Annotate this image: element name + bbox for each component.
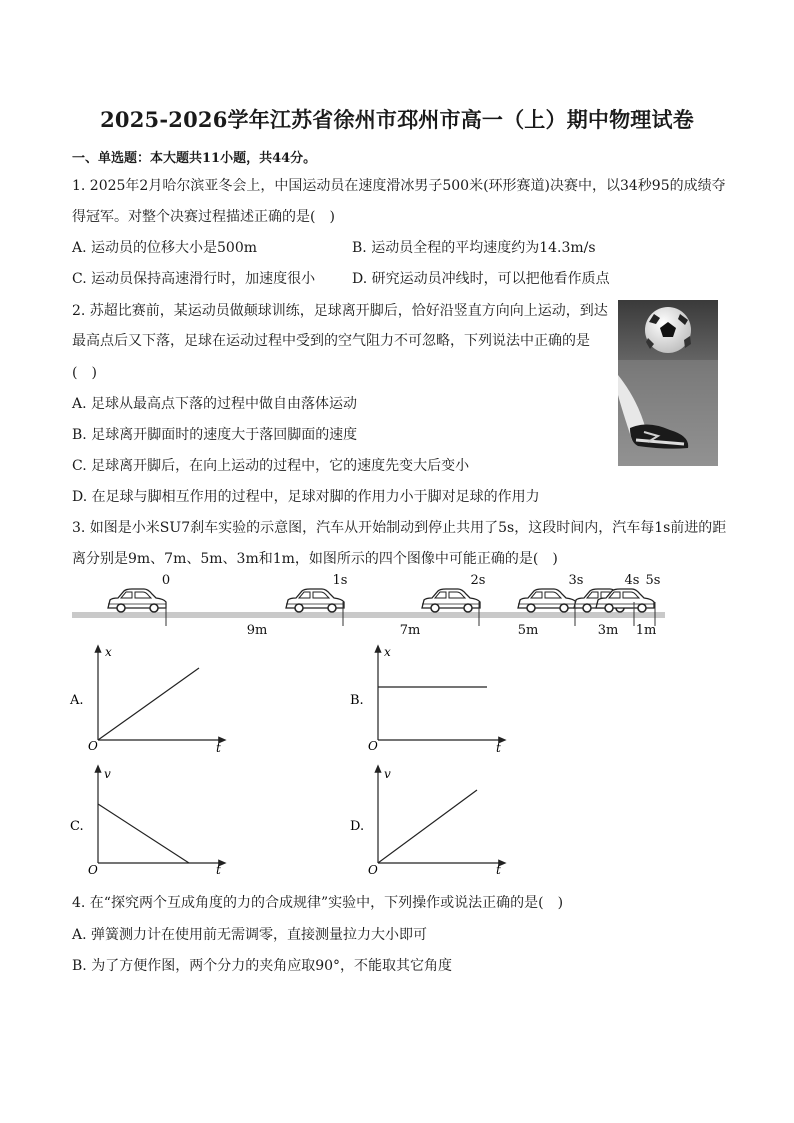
q1-stem-line2: 得冠军。对整个决赛过程描述正确的是( ) — [72, 209, 335, 225]
time-label-5: 5s — [645, 573, 661, 588]
graph-d-origin: O — [368, 863, 378, 877]
q2-option-b: B. 足球离开脚面时的速度大于落回脚面的速度 — [72, 427, 358, 443]
q3-stem-line1: 3. 如图是小米SU7刹车实验的示意图，汽车从开始制动到停止共用了5s，这段时间内，汽车每1s前进的距 — [72, 520, 727, 536]
page-title: 2025-2026学年江苏省徐州市邳州市高一（上）期中物理试卷 — [100, 107, 694, 132]
graph-a-line — [98, 668, 199, 740]
section-heading: 一、单选题：本大题共11小题，共44分。 — [72, 151, 317, 166]
graph-a — [68, 640, 238, 758]
time-label-1: 1s — [332, 573, 348, 588]
q2-option-a: A. 足球从最高点下落的过程中做自由落体运动 — [72, 396, 358, 412]
time-label-2: 2s — [470, 573, 486, 588]
distance-label-2: 7m — [399, 623, 421, 638]
graph-a-x-label: t — [216, 741, 221, 755]
car-icon — [286, 589, 344, 612]
q2-option-d: D. 在足球与脚相互作用的过程中，足球对脚的作用力小于脚对足球的作用力 — [72, 489, 540, 505]
graph-c-origin: O — [88, 863, 98, 877]
car-icon — [108, 589, 166, 612]
graph-a-origin: O — [88, 739, 98, 753]
car-icon — [518, 589, 576, 612]
graph-b — [346, 640, 516, 758]
graph-c-y-label: v — [104, 767, 111, 781]
q4-option-b: B. 为了方便作图，两个分力的夹角应取90°，不能取其它角度 — [72, 958, 453, 974]
graph-c — [68, 760, 238, 878]
braking-diagram — [0, 566, 794, 638]
graph-c-option-label: C. — [70, 819, 84, 834]
q1-option-b: B. 运动员全程的平均速度约为14.3m/s — [352, 240, 596, 256]
graph-d-y-label: v — [384, 767, 391, 781]
time-label-0: 0 — [161, 573, 171, 588]
q1-option-d: D. 研究运动员冲线时，可以把他看作质点 — [352, 271, 610, 287]
q3-stem-line2: 离分别是9m、7m、5m、3m和1m，如图所示的四个图像中可能正确的是( ) — [72, 551, 558, 567]
graph-b-option-label: B. — [350, 693, 364, 708]
q2-stem-line1: 2. 苏超比赛前，某运动员做颠球训练，足球离开脚后，恰好沿竖直方向向上运动，到达 — [72, 303, 608, 319]
graph-b-x-label: t — [496, 741, 501, 755]
q2-stem-line3: ( ) — [72, 365, 97, 381]
q4-stem: 4. 在“探究两个互成角度的力的合成规律”实验中，下列操作或说法正确的是( ) — [72, 895, 564, 911]
q2-option-c: C. 足球离开脚后，在向上运动的过程中，它的速度先变大后变小 — [72, 458, 470, 474]
time-label-4: 4s — [624, 573, 640, 588]
distance-label-4: 3m — [597, 623, 619, 638]
graph-d — [346, 760, 516, 878]
graph-d-option-label: D. — [350, 819, 365, 834]
graph-d-line — [378, 790, 477, 863]
distance-label-5: 1m — [635, 623, 657, 638]
car-icon — [422, 589, 480, 612]
soccer-ball-kick-photo — [618, 300, 718, 466]
graph-a-option-label: A. — [70, 693, 84, 708]
graph-a-y-label: x — [105, 645, 112, 659]
distance-label-1: 9m — [246, 623, 268, 638]
graph-d-x-label: t — [496, 863, 501, 877]
q1-option-c: C. 运动员保持高速滑行时，加速度很小 — [72, 271, 316, 287]
graph-c-line — [98, 804, 189, 863]
q4-option-a: A. 弹簧测力计在使用前无需调零，直接测量拉力大小即可 — [72, 927, 428, 943]
distance-label-3: 5m — [517, 623, 539, 638]
graph-c-x-label: t — [216, 863, 221, 877]
graph-b-y-label: x — [384, 645, 391, 659]
q2-stem-line2: 最高点后又下落，足球在运动过程中受到的空气阻力不可忽略，下列说法中正确的是 — [72, 333, 590, 349]
graph-b-origin: O — [368, 739, 378, 753]
q1-stem-line1: 1. 2025年2月哈尔滨亚冬会上，中国运动员在速度滑冰男子500米(环形赛道)决赛中，以34秒95的成绩夺 — [72, 178, 726, 194]
q1-option-a: A. 运动员的位移大小是500m — [72, 240, 258, 256]
time-label-3: 3s — [568, 573, 584, 588]
